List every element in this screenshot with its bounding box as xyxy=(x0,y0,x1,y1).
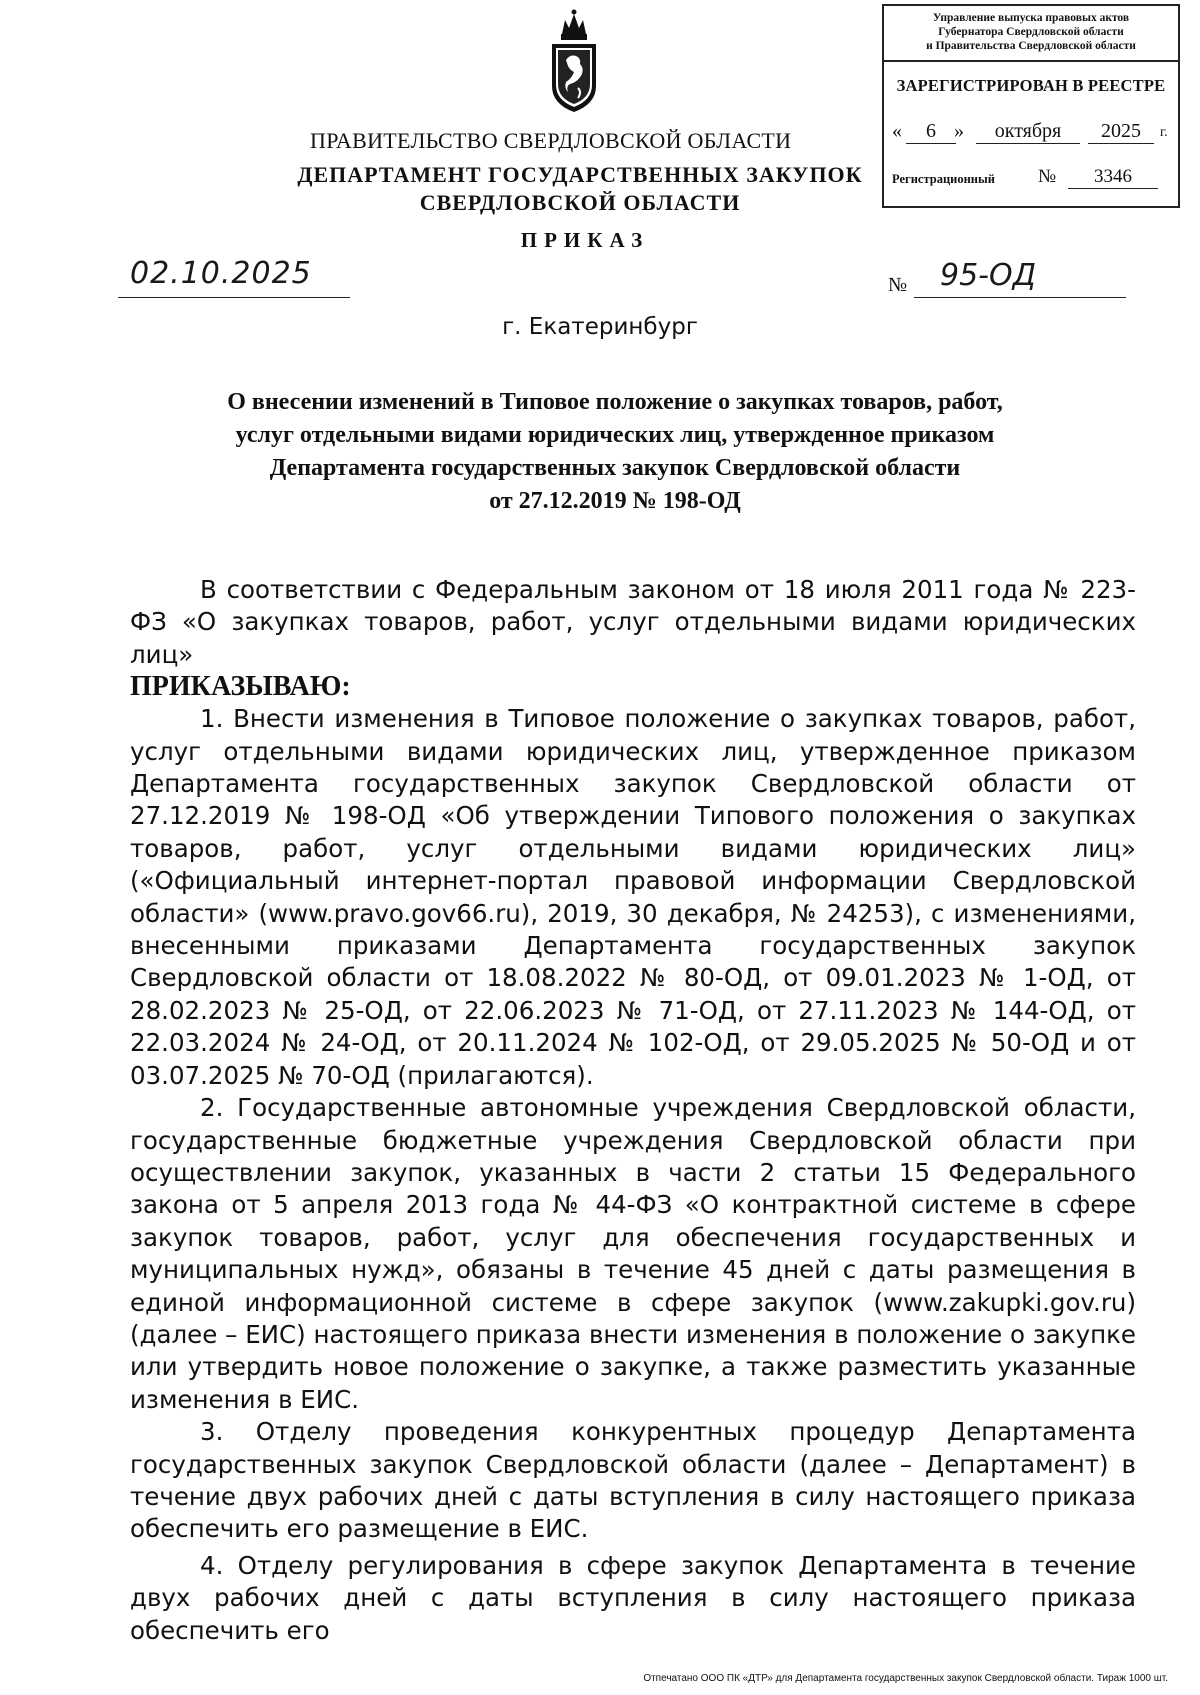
date-underline xyxy=(118,297,350,298)
registration-quote-close: » xyxy=(954,120,964,142)
title-line: О внесении изменений в Типовое положение о закупках товаров, работ, xyxy=(227,389,1003,415)
registration-number-label: Регистрационный xyxy=(892,172,995,186)
registration-authority xyxy=(884,6,1178,62)
order-item: 4. Отделу регулирования в сфере закупок Департамента в течение двух рабочих дней с даты вступления в силу настоящего приказа обеспечить его xyxy=(130,1550,1136,1645)
title-line: от 27.12.2019 № 198-ОД xyxy=(489,488,741,514)
registration-org-line: Губернатора Свердловской области xyxy=(938,26,1124,38)
registration-org-line: и Правительства Свердловской области xyxy=(926,40,1136,52)
registration-status: ЗАРЕГИСТРИРОВАН В РЕЕСТРЕ xyxy=(896,76,1166,95)
document-body xyxy=(130,574,1136,1647)
order-item: 3. Отделу проведения конкурентных процедур Департамента государственных закупок Свердловской области (далее – Департамент) в течение двух рабочих дней с даты вступления в силу настоящего приказа обеспечить его размещение в ЕИС. xyxy=(130,1417,1136,1544)
order-word: ПРИКАЗЫВАЮ: xyxy=(130,671,351,703)
city: г. Екатеринбург xyxy=(502,314,698,340)
registration-year-suffix: г. xyxy=(1160,125,1168,140)
registration-quote-open: « xyxy=(892,120,902,142)
preamble: В соответствии с Федеральным законом от 18 июля 2011 года № 223-ФЗ «О закупках товаров, работ, услуг отдельными видами юридических лиц» xyxy=(130,575,1136,669)
registration-number-row xyxy=(892,166,1174,192)
department-name: ДЕПАРТАМЕНТ ГОСУДАРСТВЕННЫХ ЗАКУПОК xyxy=(297,162,863,187)
department-region: СВЕРДЛОВСКОЙ ОБЛАСТИ xyxy=(419,190,741,215)
registration-date xyxy=(892,120,1174,146)
registration-stamp xyxy=(882,4,1180,208)
title-line: услуг отдельными видами юридических лиц, утвержденное приказом xyxy=(235,422,995,448)
government-name: ПРАВИТЕЛЬСТВО СВЕРДЛОВСКОЙ ОБЛАСТИ xyxy=(310,128,792,153)
registration-day: 6 xyxy=(906,120,956,144)
registration-number: 3346 xyxy=(1068,166,1158,189)
handwritten-order-number: 95-ОД xyxy=(940,258,1037,293)
document-type: ПРИКАЗ xyxy=(520,228,650,252)
coat-of-arms-emblem xyxy=(548,8,600,114)
document-title xyxy=(150,386,1080,518)
print-footer: Отпечатано ООО ПК «ДТР» для Департамента государственных закупок Свердловской области. Тираж 1000 шт. xyxy=(643,1673,1168,1684)
registration-year: 2025 xyxy=(1088,120,1154,144)
order-item: 2. Государственные автономные учреждения Свердловской области, государственные бюджетные учреждения Свердловской области при осуществлении закупок, указанных в части 2 статьи 15 Федерального закона от 5 апреля 2013 года № 44-ФЗ «О контрактной системе в сфере закупок товаров, работ, услуг для обеспечения государственных и муниципальных нужд», обязаны в течение 45 дней с даты размещения в единой информационной системе в сфере закупок (www.zakupki.gov.ru) (далее – ЕИС) настоящего приказа внести изменения в положение о закупке или утвердить новое положение о закупке, а также разместить указанные изменения в ЕИС. xyxy=(130,1093,1136,1414)
registration-org-line: Управление выпуска правовых актов xyxy=(932,12,1130,24)
order-item: 1. Внести изменения в Типовое положение о закупках товаров, работ, услуг отдельными видами юридических лиц, утвержденное приказом Департамента государственных закупок Свердловской области от 27.12.2019 № 198-ОД «Об утверждении Типового положения о закупках товаров, работ, услуг отдельными видами юридических лиц» («Официальный интернет-портал правовой информации Свердловской области» (www.pravo.gov66.ru), 2019, 30 декабря, № 24253), с изменениями, внесенными приказами Департамента государственных закупок Свердловской области от 18.08.2022 № 80-ОД, от 09.01.2023 № 1-ОД, от 28.02.2023 № 25-ОД, от 22.06.2023 № 71-ОД, от 27.11.2023 № 144-ОД, от 22.03.2024 № 24-ОД, от 20.11.2024 № 102-ОД, от 29.05.2025 № 50-ОД и от 03.07.2025 № 70-ОД (прилагаются). xyxy=(130,704,1136,1090)
title-line: Департамента государственных закупок Свердловской области xyxy=(269,455,961,481)
number-label: № xyxy=(888,274,908,296)
registration-month: октября xyxy=(976,120,1080,144)
number-underline xyxy=(914,297,1126,298)
registration-number-sign: № xyxy=(1038,166,1057,187)
handwritten-date: 02.10.2025 xyxy=(130,256,312,291)
